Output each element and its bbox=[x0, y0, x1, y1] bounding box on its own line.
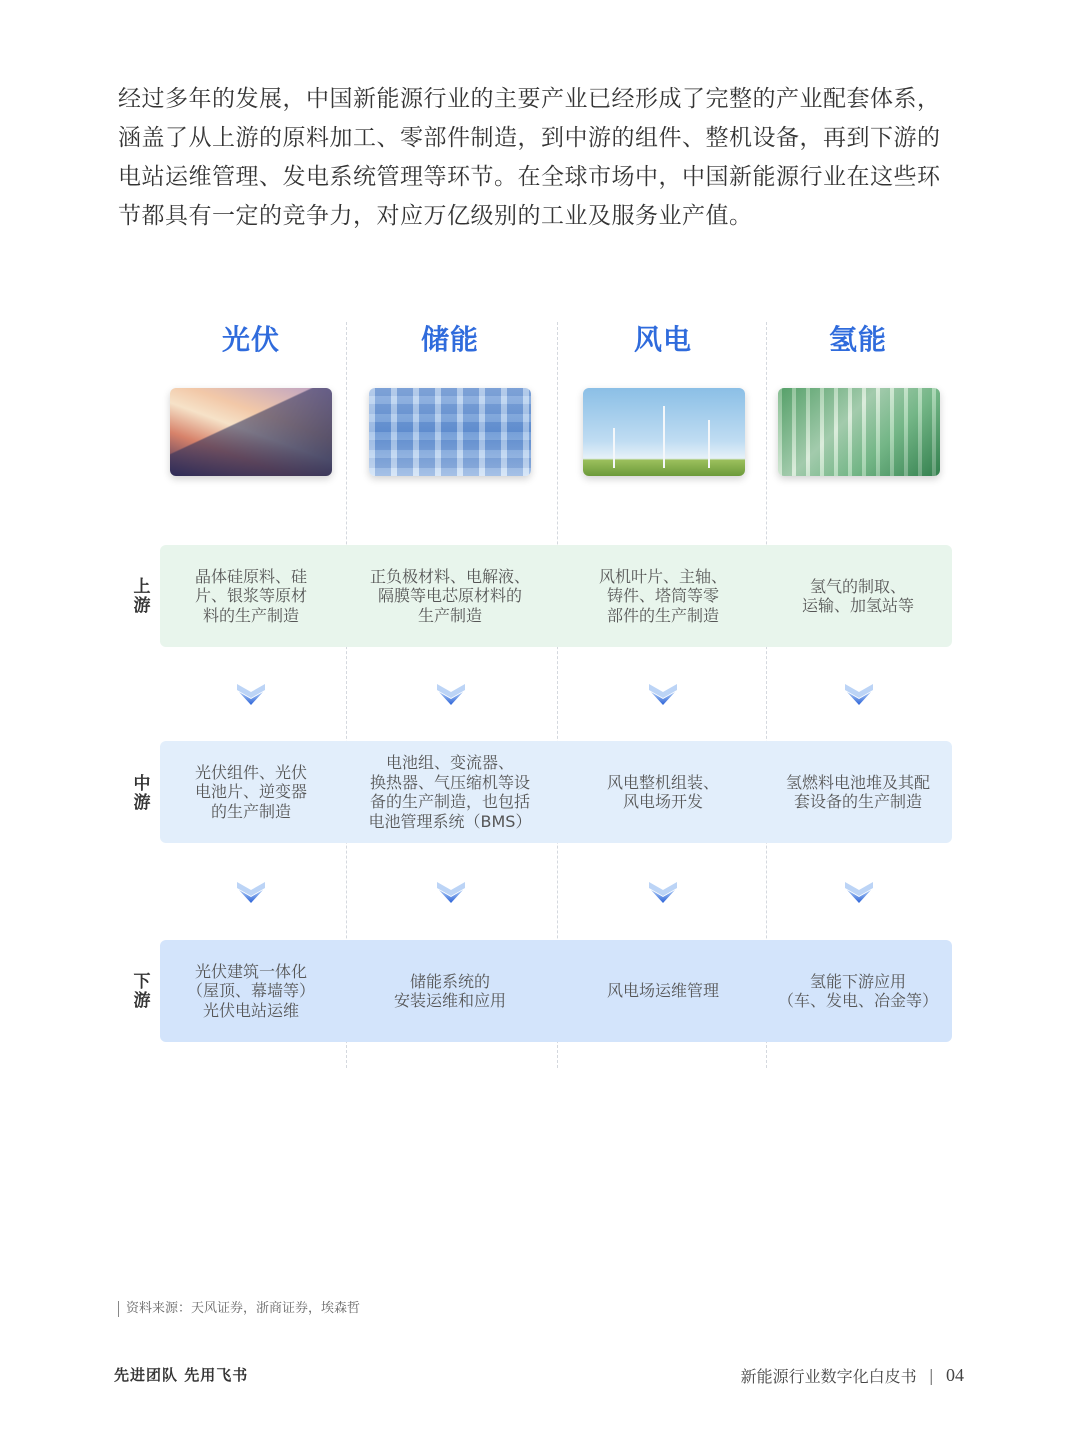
downstream-cell-energy-storage: 储能系统的 安装运维和应用 bbox=[393, 971, 506, 1010]
midstream-cell-energy-storage: 电池组、变流器、 换热器、气压缩机等设 备的生产制造，也包括 电池管理系统（BMS） bbox=[368, 753, 532, 831]
wind-turbine-photo bbox=[583, 388, 745, 476]
column-title-energy-storage: 储能 bbox=[420, 323, 479, 356]
downstream-cell-hydrogen: 氢能下游应用 （车、发电、冶金等） bbox=[777, 971, 938, 1010]
downstream-cell-wind-power: 风电场运维管理 bbox=[606, 981, 719, 1001]
intro-line: 经过多年的发展，中国新能源行业的主要产业已经形成了完整的产业配套体系， bbox=[118, 86, 941, 112]
page-number: 04 bbox=[946, 1365, 964, 1385]
arrow-down-icon bbox=[436, 683, 466, 705]
arrow-down-icon bbox=[436, 881, 466, 903]
upstream-cell-energy-storage: 正负极材料、电解液、 隔膜等电芯原材料的 生产制造 bbox=[369, 566, 530, 625]
downstream-cell-photovoltaic: 光伏建筑一体化 （屋顶、幕墙等） 光伏电站运维 bbox=[186, 961, 315, 1020]
hydrogen-facility-photo bbox=[778, 388, 940, 476]
midstream-cell-wind-power: 风电整机组装、 风电场开发 bbox=[606, 772, 719, 811]
arrow-down-icon bbox=[648, 881, 678, 903]
stage-label-upstream: 上 游 bbox=[133, 577, 151, 616]
solar-panel-photo bbox=[170, 388, 332, 476]
intro-line: 电站运维管理、发电系统管理等环节。在全球市场中，中国新能源行业在这些环 bbox=[118, 164, 941, 190]
column-title-hydrogen: 氢能 bbox=[828, 323, 887, 356]
upstream-cell-hydrogen: 氢气的制取、 运输、加氢站等 bbox=[801, 576, 914, 615]
stage-label-downstream: 下 游 bbox=[133, 972, 151, 1011]
footer-separator: | bbox=[928, 1366, 934, 1385]
arrow-down-icon bbox=[236, 683, 266, 705]
arrow-down-icon bbox=[844, 683, 874, 705]
footer-doc-info bbox=[741, 1364, 964, 1387]
intro-line: 节都具有一定的竞争力，对应万亿级别的工业及服务业产值。 bbox=[118, 203, 753, 229]
column-title-wind-power: 风电 bbox=[633, 323, 692, 356]
footer-doc-title: 新能源行业数字化白皮书 bbox=[740, 1367, 917, 1386]
column-title-photovoltaic: 光伏 bbox=[221, 323, 280, 356]
arrow-down-icon bbox=[844, 881, 874, 903]
energy-storage-photo bbox=[369, 388, 531, 476]
midstream-cell-photovoltaic: 光伏组件、光伏 电池片、逆变器 的生产制造 bbox=[194, 762, 307, 821]
arrow-down-icon bbox=[236, 881, 266, 903]
upstream-cell-wind-power: 风机叶片、主轴、 铸件、塔筒等零 部件的生产制造 bbox=[598, 566, 727, 625]
source-note: 资料来源：天风证券，浙商证券，埃森哲 bbox=[118, 1301, 360, 1317]
midstream-cell-hydrogen: 氢燃料电池堆及其配 套设备的生产制造 bbox=[785, 772, 930, 811]
footer-slogan: 先进团队 先用飞书 bbox=[114, 1366, 249, 1384]
intro-paragraph bbox=[118, 80, 978, 236]
arrow-down-icon bbox=[648, 683, 678, 705]
stage-label-midstream: 中 游 bbox=[133, 774, 151, 813]
upstream-cell-photovoltaic: 晶体硅原料、硅 片、银浆等原材 料的生产制造 bbox=[194, 566, 307, 625]
intro-line: 涵盖了从上游的原料加工、零部件制造，到中游的组件、整机设备，再到下游的 bbox=[118, 125, 941, 151]
